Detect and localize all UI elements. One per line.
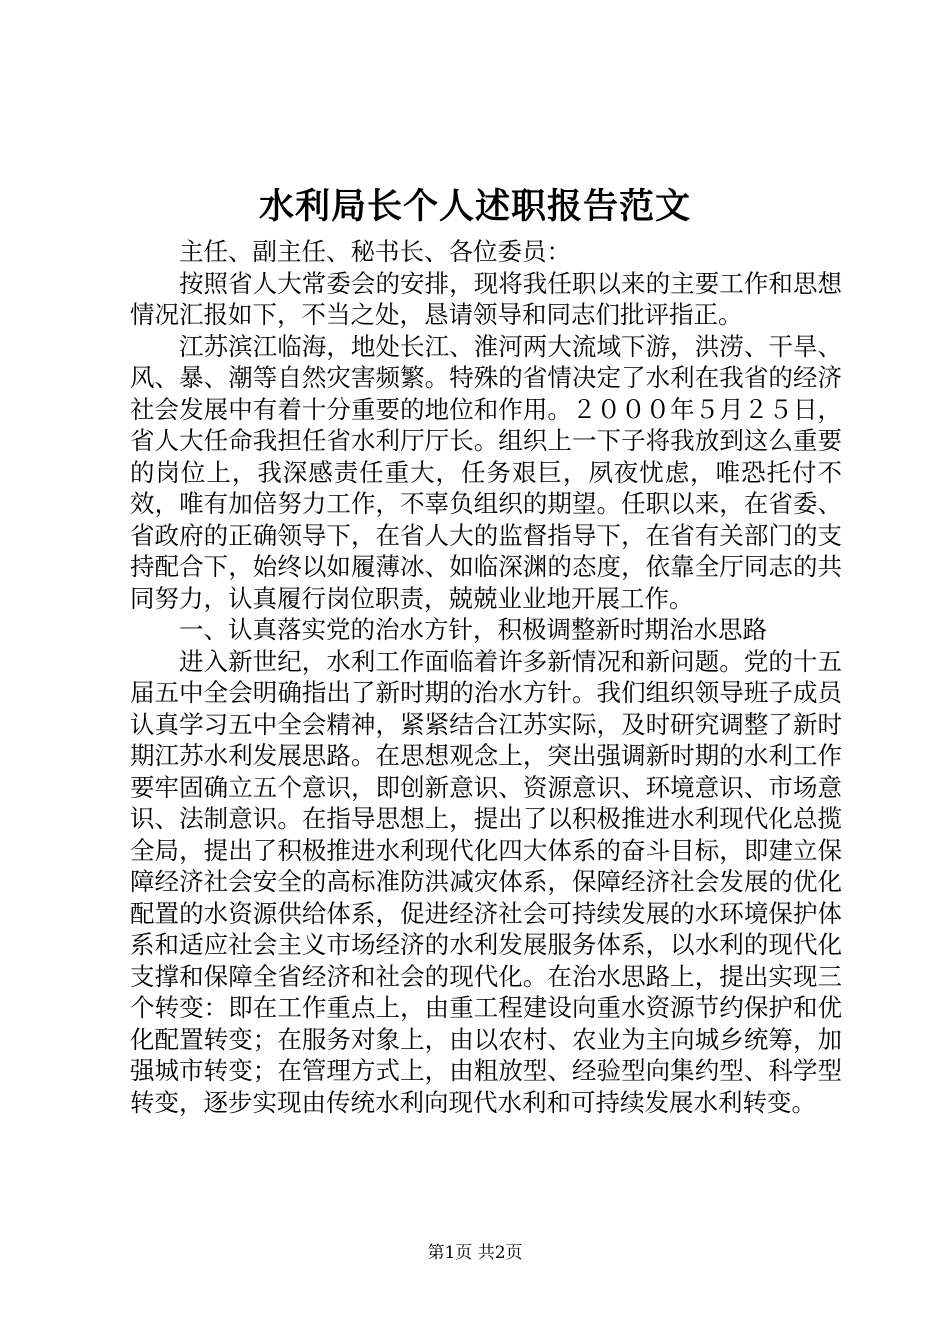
document-body bbox=[130, 236, 842, 1118]
document-title: 水利局长个人述职报告范文 bbox=[258, 186, 691, 227]
intro-paragraph: 按照省人大常委会的安排，现将我任职以来的主要工作和思想情况汇报如下，不当之处，恳请领导和同志们批评指正。 bbox=[130, 268, 842, 329]
salutation-paragraph: 主任、副主任、秘书长、各位委员： bbox=[179, 237, 571, 266]
section-heading: 一、认真落实党的治水方针，积极调整新时期治水思路 bbox=[179, 615, 767, 644]
section-paragraph: 进入新世纪，水利工作面临着许多新情况和新问题。党的十五届五中全会明确指出了新时期的治水方针。我们组织领导班子成员认真学习五中全会精神，紧紧结合江苏实际，及时研究调整了新时期江苏水利发展思路。在思想观念上，突出强调新时期的水利工作要牢固确立五个意识，即创新意识、资源意识、环境意识、市场意识、法制意识。在指导思想上，提出了以积极推进水利现代化总揽全局，提出了积极推进水利现代化四大体系的奋斗目标，即建立保障经济社会安全的高标准防洪减灾体系，保障经济社会发展的优化配置的水资源供给体系，促进经济社会可持续发展的水环境保护体系和适应社会主义市场经济的水利发展服务体系，以水利的现代化支撑和保障全省经济和社会的现代化。在治水思路上，提出实现三个转变：即在工作重点上，由重工程建设向重水资源节约保护和优化配置转变；在服务对象上，由以农村、农业为主向城乡统筹，加强城市转变；在管理方式上，由粗放型、经验型向集约型、科学型转变，逐步实现由传统水利向现代水利和可持续发展水利转变。 bbox=[130, 646, 842, 1117]
background-paragraph: 江苏滨江临海，地处长江、淮河两大流域下游，洪涝、干旱、风、暴、潮等自然灾害频繁。特殊的省情决定了水利在我省的经济社会发展中有着十分重要的地位和作用。２０００年５月２５日，省人大任命我担任省水利厅厅长。组织上一下子将我放到这么重要的岗位上，我深感责任重大，任务艰巨，夙夜忧虑，唯恐托付不效，唯有加倍努力工作，不辜负组织的期望。任职以来，在省委、省政府的正确领导下，在省人大的监督指导下，在省有关部门的支持配合下，始终以如履薄冰、如临深渊的态度，依靠全厅同志的共同努力，认真履行岗位职责，兢兢业业地开展工作。 bbox=[130, 331, 842, 613]
page-footer: 第1页 共2页 bbox=[427, 1243, 523, 1263]
